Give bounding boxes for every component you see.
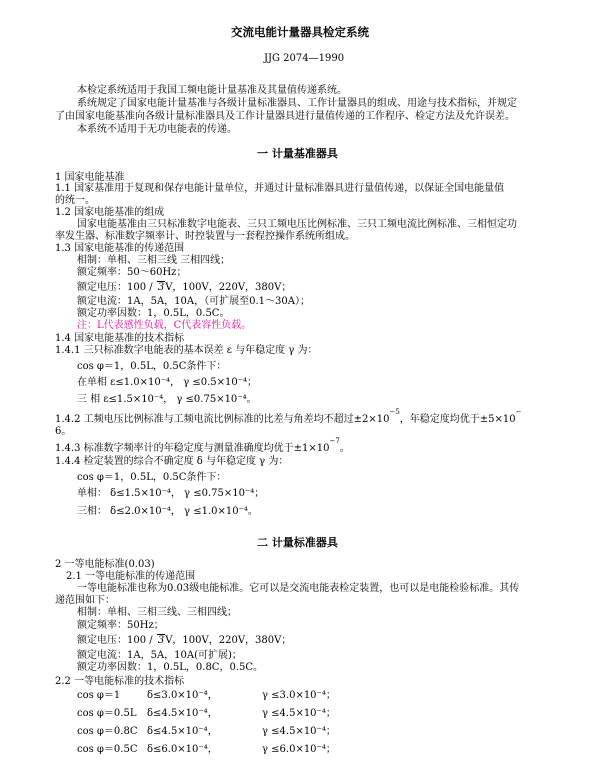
clause-text: 1.4.3 标准数字频率计的年稳定度与测量准确度均优于±1×10 [55,443,330,454]
intro-line: 系统规定了国家电能计量基准与各级计量标准器具、工作计量器具的组成、用途与技术指标，并规定 [77,98,517,109]
clause-text: 。 [339,443,350,454]
condition-line: cos φ＝1，0.5L，0.5C条件下： [77,472,227,483]
clause-line: 额定功率因数：1，0.5L，0.5C。 [77,308,230,319]
clause-line: 1.3 国家电能基准的传递范围 [55,243,185,254]
spec-line: 三相： δ≤2.0×10⁻⁴， γ ≤1.0×10⁻⁴。 [77,506,258,517]
spec-line: 在单相 ε≤1.0×10⁻⁴， γ ≤0.5×10⁻⁴； [77,377,258,388]
spec-row [77,726,336,738]
exponent: − [515,408,522,416]
sqrt-value: 3 [157,282,165,293]
intro-line: 本系统不适用于无功电能表的传递。 [77,124,237,135]
spec-row [77,690,336,702]
rated-voltage-prefix: 额定电压：100 / [77,635,156,646]
cos-condition: cos φ＝1 [77,690,121,701]
clause-line: 额定频率：50～60Hz； [77,267,187,278]
document-code: JJG 2074—1990 [264,53,345,64]
clause-line: 1 国家电能基准 [55,172,125,183]
intro-line: 本检定系统适用于我国工频电能计量基准及其量值传递系统。 [77,85,347,96]
intro-line: 了由国家电能基准向各级计量标准器具及工作计量器具进行量值传递的工作程序、检定方法及允许误差。 [55,111,515,122]
clause-text: 1.4.2 工频电压比例标准与工频电流比例标准的比差与角差均不超过±2×10 [55,414,390,425]
clause-line [55,437,350,455]
gamma-value: γ ≤4.5×10⁻⁴； [262,726,336,737]
rated-voltage-line [77,634,291,647]
delta-value: δ≤4.5×10⁻⁴， [147,708,218,719]
clause-line: 的统一。 [55,195,95,206]
clause-line: 一等电能标准也称为0.03级电能标准。它可以是交流电能表检定装置，也可以是电能检验标准。其传 [77,583,520,594]
clause-line: 额定电流：1A，5A，10A，（可扩展至0.1～30A）； [77,296,310,307]
rated-voltage-suffix: V，100V，220V，380V； [165,635,292,646]
delta-value: δ≤6.0×10⁻⁴， [147,744,218,755]
load-note: 注：L代表感性负载，C代表容性负载。 [77,320,252,331]
clause-line [55,408,522,426]
clause-line: 相制：单相、三相三线、三相四线； [77,607,237,618]
spec-line: 单相： δ≤1.5×10⁻⁴， γ ≤0.75×10⁻⁴； [77,488,265,499]
clause-line: 额定电流：1A，5A，10A(可扩展)； [77,650,242,661]
clause-text: ，年稳定度均优于±5×10 [399,414,516,425]
exponent: −7 [329,437,340,445]
clause-line: 2.1 一等电能标准的传递范围 [66,571,196,582]
section-heading: 二 计量标准器具 [257,536,338,549]
clause-line: 额定频率：50Hz； [77,620,164,631]
clause-line: 相制：单相、三相三线 三相四线； [77,255,231,266]
clause-line: 国家电能基准由三只标准数字电能表、三只工频电压比例标准、三只工频电流比例标准、三相恒定功 [77,219,517,230]
rated-voltage-prefix: 额定电压：100 / [77,282,156,293]
clause-line: 2.2 一等电能标准的技术指标 [55,676,185,687]
clause-line: 6。 [55,426,72,437]
clause-line: 1.1 国家基准用于复现和保存电能计量单位，并通过计量标准器具进行量值传递，以保证全国电能量值 [55,183,505,194]
exponent: −5 [389,408,400,416]
clause-line: 1.4.4 检定装置的综合不确定度 δ 与年稳定度 γ 为： [55,456,289,467]
sqrt-value: 3 [157,635,165,646]
rated-voltage-line [77,281,291,294]
clause-line: 1.2 国家电能基准的组成 [55,207,165,218]
clause-line: 1.4.1 三只标准数字电能表的基本误差 ε 与年稳定度 γ 为： [55,345,318,356]
gamma-value: γ ≤3.0×10⁻⁴； [262,690,336,701]
spec-row [77,744,336,756]
rated-voltage-suffix: V，100V，220V，380V； [165,282,292,293]
clause-line: 1.4 国家电能基准的技术指标 [55,333,185,344]
gamma-value: γ ≤6.0×10⁻⁴； [262,744,336,755]
document-title: 交流电能计量器具检定系统 [231,25,369,39]
delta-value: δ≤4.5×10⁻⁴， [147,726,218,737]
cos-condition: cos φ＝0.5C [77,744,138,755]
delta-value: δ≤3.0×10⁻⁴， [147,690,218,701]
spec-row [77,708,336,720]
cos-condition: cos φ＝0.5L [77,708,137,719]
gamma-value: γ ≤4.5×10⁻⁴； [262,708,336,719]
clause-line: 递范围如下： [55,595,115,606]
section-heading: 一 计量基准器具 [257,147,338,160]
clause-line: 额定功率因数：1，0.5L，0.8C，0.5C。 [77,662,264,673]
spec-line: 三 相 ε≤1.5×10⁻⁴， γ ≤0.75×10⁻⁴。 [77,394,257,405]
condition-line: cos φ＝1，0.5L，0.5C条件下： [77,361,227,372]
clause-line: 2 一等电能标准(0.03) [55,559,155,570]
clause-line: 率发生器、标准数字频率计、时控装置与一套程控操作系统所组成。 [55,231,355,242]
cos-condition: cos φ＝0.8C [77,726,138,737]
